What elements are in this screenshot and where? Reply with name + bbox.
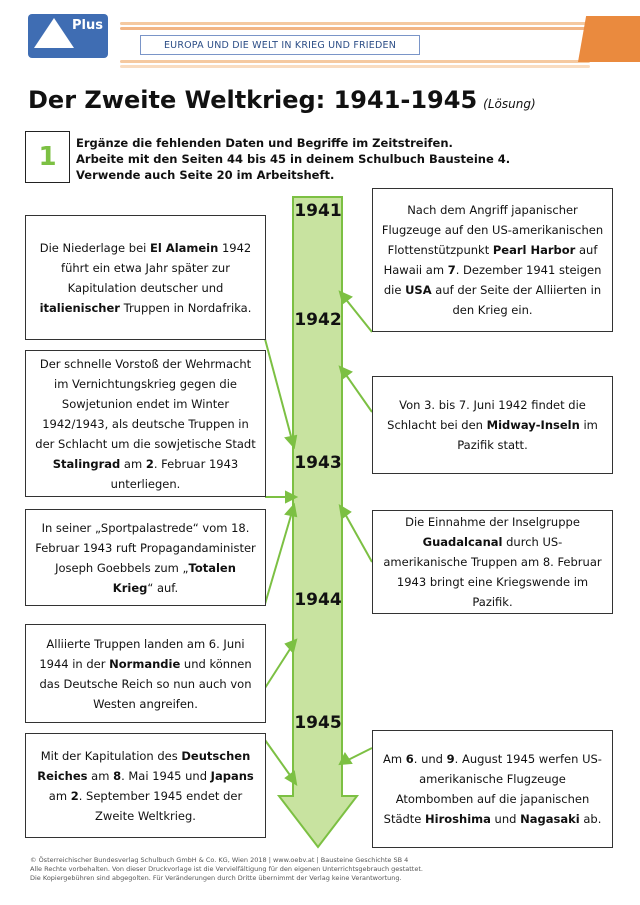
event-text: Mit der Kapitulation des Deutschen Reiches am 8. Mai 1945 und Japans am 2. September 1945 endet der Zweite Weltkrieg. (37, 748, 254, 823)
event-text: Der schnelle Vorstoß der Wehrmacht im Vernichtungskrieg gegen die Sowjetunion endet im Winter 1942/1943, als deutsche Truppen in der Schlacht um die sowjetische Stadt Stalingrad am 2. Februar 1943 unterliegen. (35, 356, 256, 491)
task-line: Arbeite mit den Seiten 44 bis 45 in deinem Schulbuch Bausteine 4. (76, 152, 511, 166)
event-box-right (372, 510, 613, 614)
event-box-left (25, 215, 266, 340)
event-box-left (25, 350, 266, 497)
answer-term: Deutschen Reiches (37, 748, 251, 783)
arrowhead-icon (340, 292, 351, 303)
answer-term: Normandie (109, 656, 181, 671)
year-label: 1941 (294, 201, 342, 221)
footer-line: Die Kopiergebühren sind abgegolten. Für Veränderungen durch Dritte übernimmt der Verlag keine Verantwortung. (30, 874, 402, 882)
answer-term: 9 (446, 752, 455, 766)
connector-line (265, 512, 292, 604)
title-main: Der Zweite Weltkrieg: 1941-1945 (28, 86, 478, 114)
connector-line (344, 512, 372, 562)
task-number: 1 (38, 142, 57, 172)
arrowhead-icon (286, 436, 296, 447)
logo-text: Plus (72, 18, 103, 33)
event-box-left (25, 624, 266, 723)
answer-term: 7 (447, 263, 456, 277)
event-box-right (372, 730, 613, 848)
task-line: Ergänze die fehlenden Daten und Begriffe im Zeitstreifen. (76, 136, 453, 150)
answer-term: Nagasaki (520, 812, 580, 826)
connector-line (344, 297, 372, 332)
arrowhead-icon (340, 367, 351, 378)
answer-term: USA (405, 283, 432, 297)
answer-term: Japans (210, 768, 254, 783)
title-sub: (Lösung) (483, 97, 536, 111)
event-box-left (25, 509, 266, 606)
connector-line (265, 740, 292, 778)
event-text: Die Niederlage bei El Alamein 1942 führt ein etwa Jahr später zur Kapitulation deutscher und italienischer Truppen in Nordafrika. (39, 240, 252, 315)
event-text: Die Einnahme der Inselgruppe Guadalcanal durch US-amerikanische Truppen am 8. Februar 1943 bringt eine Kriegswende im Pazifik. (383, 515, 602, 609)
task-line: Verwende auch Seite 20 im Arbeitsheft. (76, 168, 335, 182)
answer-term: El Alamein (150, 240, 219, 255)
answer-term: Midway-Inseln (486, 418, 580, 432)
year-label: 1943 (294, 453, 342, 473)
event-box-right (372, 188, 613, 332)
connector-line (265, 646, 292, 688)
answer-term: Totalen Krieg (112, 560, 236, 595)
answer-term: italienischer (39, 300, 120, 315)
year-label: 1944 (294, 590, 342, 610)
connector-line (344, 372, 372, 412)
answer-term: 6 (405, 752, 414, 766)
event-text: Am 6. und 9. August 1945 werfen US-amerikanische Flugzeuge Atombomben auf die japanischen Städte Hiroshima und Nagasaki ab. (383, 752, 602, 826)
answer-term: 2 (70, 788, 79, 803)
answer-term: Hiroshima (425, 812, 491, 826)
arrowhead-icon (286, 505, 296, 516)
answer-term: 8 (113, 768, 122, 783)
answer-term: Guadalcanal (422, 535, 503, 549)
event-box-left (25, 733, 266, 838)
series-title: EUROPA UND DIE WELT IN KRIEG UND FRIEDEN (140, 35, 420, 55)
year-label: 1942 (294, 310, 342, 330)
event-text: Von 3. bis 7. Juni 1942 findet die Schlacht bei den Midway-Inseln im Pazifik statt. (387, 398, 598, 452)
year-label: 1945 (294, 713, 342, 733)
event-text: Alliierte Truppen landen am 6. Juni 1944 in der Normandie und können das Deutsche Reich so nun auch von Westen angreifen. (39, 636, 252, 711)
answer-term: 2 (145, 456, 154, 471)
footer-line: Alle Rechte vorbehalten. Von dieser Druckvorlage ist die Vervielfältigung für den eigenen Unterrichtsgebrauch gestattet. (30, 865, 423, 873)
copyright-footer (30, 856, 620, 883)
event-text: Nach dem Angriff japanischer Flugzeuge auf den US-amerikanischen Flottenstützpunkt Pearl Harbor auf Hawaii am 7. Dezember 1941 steigen die USA auf der Seite der Alliierten in den Krieg ein. (381, 203, 604, 317)
answer-term: Stalingrad (52, 456, 121, 471)
connector-line (265, 339, 292, 440)
arrowhead-icon (340, 506, 350, 518)
footer-line: © Österreichischer Bundesverlag Schulbuch GmbH & Co. KG, Wien 2018 | www.oebv.at | Bausteine Geschichte SB 4 (30, 856, 409, 864)
arrowhead-icon (286, 772, 296, 784)
event-text: In seiner „Sportpalastrede“ vom 18. Februar 1943 ruft Propagandaminister Joseph Goebbels zum „Totalen Krieg“ auf. (35, 520, 256, 595)
event-box-right (372, 376, 613, 474)
answer-term: Pearl Harbor (492, 243, 576, 257)
